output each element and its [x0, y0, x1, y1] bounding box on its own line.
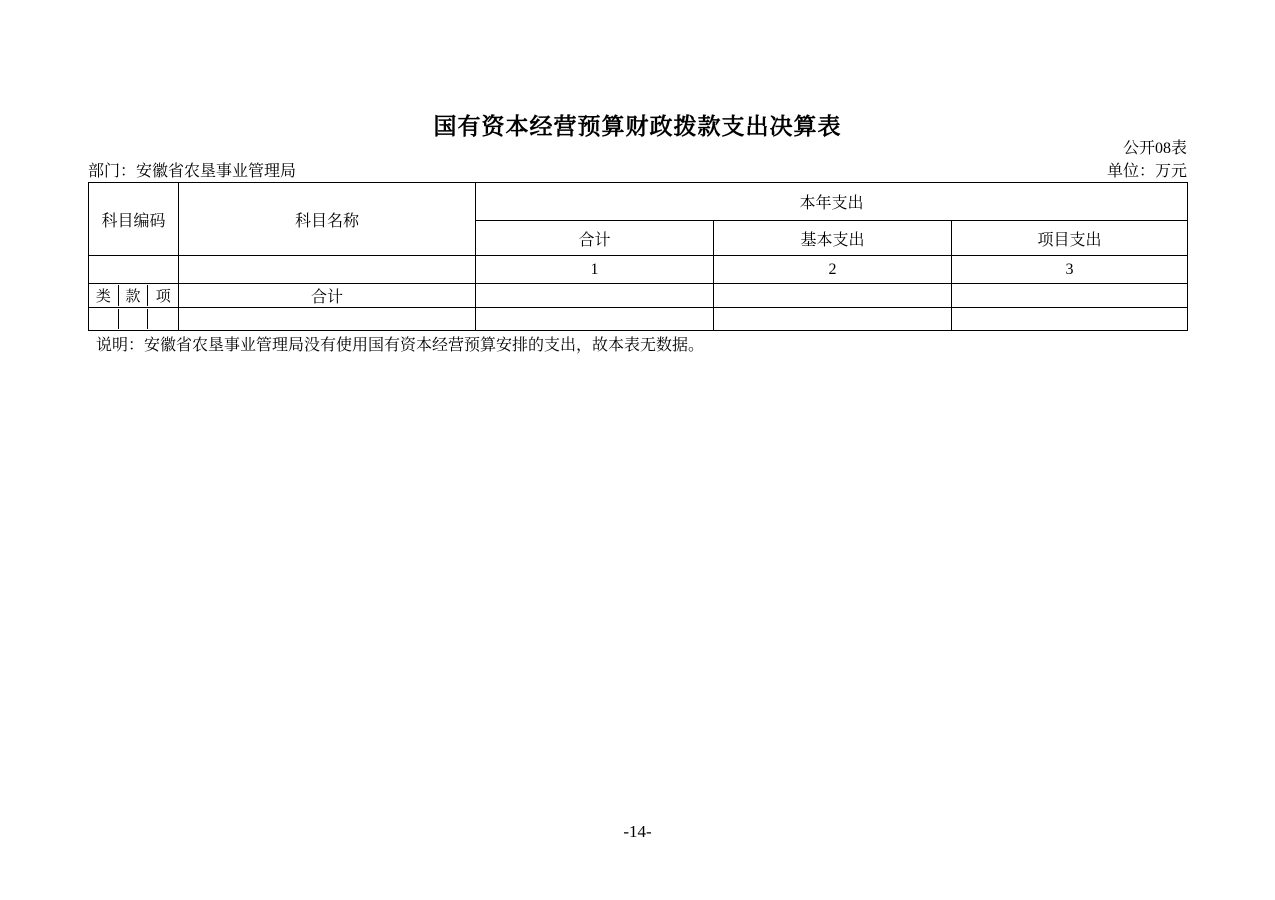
header-group-current-year: 本年支出 — [476, 183, 1188, 221]
table-row — [89, 284, 1188, 308]
header-total: 合计 — [476, 221, 714, 256]
row-name-total: 合计 — [179, 284, 476, 308]
code-lei-empty — [89, 309, 118, 329]
row-basic-value — [714, 284, 952, 308]
row-name-empty — [179, 308, 476, 331]
header-name: 科目名称 — [179, 183, 476, 256]
budget-table-container — [88, 182, 1187, 331]
header-project: 项目支出 — [952, 221, 1188, 256]
department-label: 部门：安徽省农垦事业管理局 — [88, 163, 297, 180]
code-subheader-xiang: 项 — [155, 289, 171, 305]
code-kuan-empty — [118, 309, 148, 329]
colnum-1: 1 — [476, 256, 714, 284]
code-subheader-cell — [89, 284, 179, 308]
form-number-label: 公开08表 — [1122, 140, 1187, 157]
unit-label: 单位：万元 — [1106, 163, 1187, 180]
code-subheader-kuan: 款 — [118, 285, 148, 306]
code-subheader-lei: 类 — [89, 285, 118, 306]
table-note: 说明：安徽省农垦事业管理局没有使用国有资本经营预算安排的支出，故本表无数据。 — [96, 337, 705, 354]
row-basic-empty — [714, 308, 952, 331]
table-row — [89, 308, 1188, 331]
page-number: -14- — [623, 822, 652, 841]
row-project-empty — [952, 308, 1188, 331]
header-basic: 基本支出 — [714, 221, 952, 256]
page-title: 国有资本经营预算财政拨款支出决算表 — [433, 113, 842, 139]
row-project-value — [952, 284, 1188, 308]
row-total-empty — [476, 308, 714, 331]
colnum-2: 2 — [714, 256, 952, 284]
row-total-value — [476, 284, 714, 308]
code-cell-empty — [89, 308, 179, 331]
colnum-name-blank — [179, 256, 476, 284]
colnum-code-blank — [89, 256, 179, 284]
budget-table — [88, 182, 1188, 331]
code-xiang-empty — [148, 309, 178, 329]
header-code: 科目编码 — [89, 183, 179, 256]
table-header-row-1 — [89, 183, 1188, 221]
colnum-3: 3 — [952, 256, 1188, 284]
table-column-number-row — [89, 256, 1188, 284]
